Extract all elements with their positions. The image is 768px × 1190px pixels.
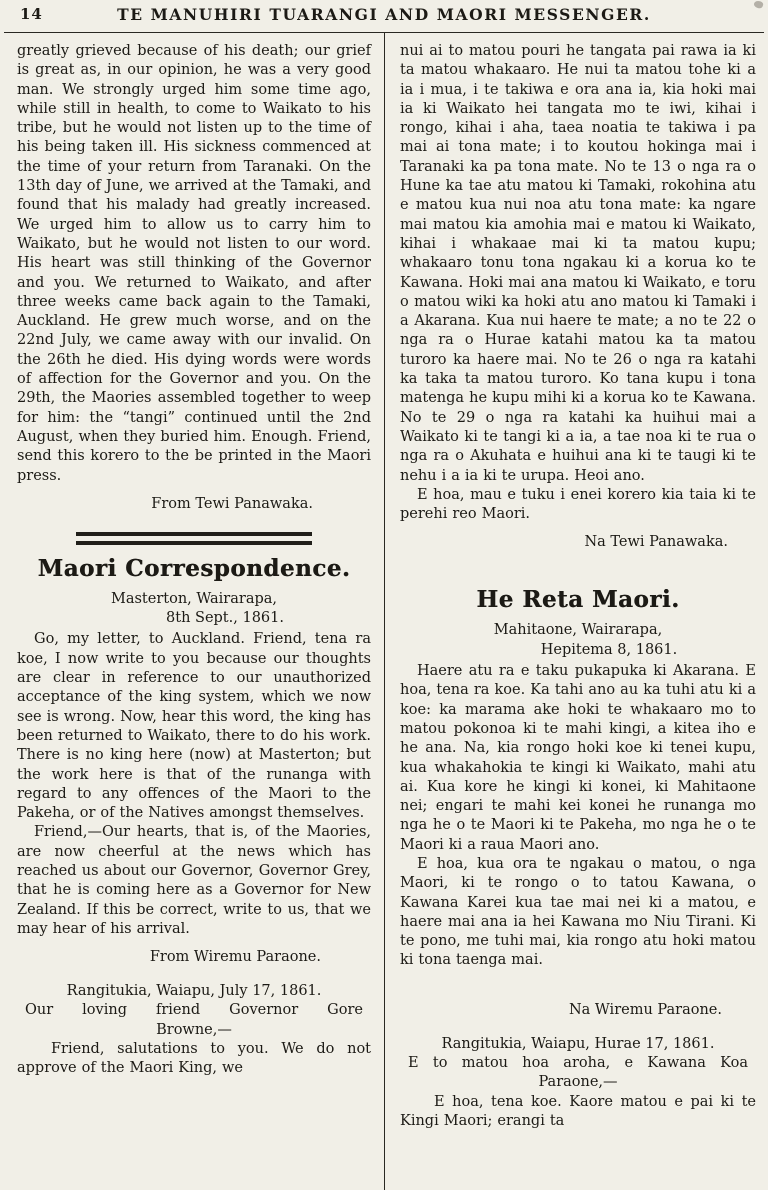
signature-tewi-panawaka-mi: Na Tewi Panawaka. — [584, 534, 728, 551]
article-paragraph: E hoa, tena koe. Kaore matou e pai ki te Kingi Maori; erangi ta — [400, 1093, 756, 1129]
signature-wiremu-paraone-en: From Wiremu Paraone. — [149, 949, 321, 966]
section-heading-english: Maori Correspondence. — [37, 554, 351, 582]
section-heading-maori: He Reta Maori. — [476, 586, 680, 614]
signature-wiremu-paraone-mi: Na Wiremu Paraone. — [568, 1001, 722, 1018]
article-paragraph: E hoa, mau e tuku i enei korero kia taia ki te perehi reo Maori. — [400, 486, 756, 523]
section-divider — [76, 532, 312, 545]
salutation-name-mi: Paraone,— — [538, 1074, 618, 1091]
article-continued-text-maori: nui ai to matou pouri he tangata pai rawa ia ki ta matou whakaaro. He nui ta matou tohe ki a ia i mua, i te takiwa e ora ana ia, kia hoki mai ia ki Waikato hei tangata mo te iwi, kihai i rongo, kihai i aha, taea noatia te takiwa i pa mai ai tona mate; i to koutou hokinga mai i Taranaki ka pa tona mate. No te 13 o nga ra o Hune ka tae atu matou ki Tamaki, rokohina atu e matou kua nui noa atu tona mate: ka ngare mai matou kia amohia mai e matou ki Waikato, kihai i whakaae mai ki ta matou kupu; whakaaro tonu tona ngakau ki a korua ko te Kawana. Hoki mai ana matou ki Waikato, e toru o matou wiki ka hoki atu ano matou ki Tamaki i a Akarana. Kua nui haere te mate; a no te 22 o nga ra o Hurae katahi matou ka ta matou turoro ka haere mai. No te 26 o nga ra katahi ka taka ta matou turoro. Ko tana kupu i tona matenga he kupu mihi ki a korua ko te Kawana. No te 29 o nga ra katahi ka huihui mai a Waikato ki te tangi ki a ia, a tae noa ki te rua o nga ra o Akuhata e huihui ana ki te taugi ki te nehu i a ia ki te urupa. Heoi ano. — [400, 43, 756, 484]
dateline-rangitukia-mi: Rangitukia, Waiapu, Hurae 17, 1861. — [441, 1035, 715, 1052]
right-column — [384, 33, 768, 1190]
dateline-date-mi: Hepitema 8, 1861. — [540, 641, 678, 658]
salutation-line-en: Our loving friend Governor Gore — [25, 1002, 363, 1019]
article-paragraph: Go, my letter, to Auckland. Friend, tena ra koe, I now write to you because our thoughts are clear in reference to our unauthorized acceptance of the king system, which we now see is wrong. Now, hear this word, the king has been returned to Waikato, there to do his work. There is no king here (now) at Masterton; but the work here is that of the runanga with regard to any offences of the Maori to the Pakeha, or of the Natives amongst themselves. — [17, 631, 371, 822]
dateline-place-mi: Mahitaone, Wairarapa, — [493, 622, 663, 639]
article-paragraph: Haere atu ra e taku pukapuka ki Akarana. E hoa, tena ra koe. Ka tahi ano au ka tuhi atu ki a koe: ka marama ake hoki te whakaaro mo to matou pokonoa ki te mahi kingi, a kitea iho e he ana. Na, kia rongo hoki koe ki tenei kupu, kua whakahokia te kingi ki Waikato, mahi atu ai. Kua kore he kingi ki konei, ki Mahitaone nei; engari te mahi kei konei he runanga mo nga he o te Maori ki te Pakeha, mo nga he o te Maori ki a raua Maori ano. — [400, 663, 756, 853]
divider-bar — [76, 532, 312, 536]
article-continued-text: greatly grieved because of his death; our grief is great as, in our opinion, he was a very good man. We strongly urged him some time ago, while still in health, to come to Waikato to his tribe, but he would not listen up to the time of his being taken ill. His sickness commenced at the time of your return from Taranaki. On the 13th day of June, we arrived at the Tamaki, and found that his malady had greatly increased. We urged him to allow us to carry him to Waikato, but he would not listen to our word. His heart was still thinking of the Governor and you. We returned to Waikato, and after three weeks came back again to the Tamaki, Auckland. He grew much worse, and on the 22nd July, we came away with our invalid. On the 26th he died. His dying words were words of affection for the Governor and you. On the 29th, the Maories assembled together to weep for him: the “tangi” continued until the 2nd August, when they buried him. Enough. Friend, send this korero to the be printed in the Maori press. — [17, 43, 371, 484]
signature-tewi-panawaka-en: From Tewi Panawaka. — [151, 495, 313, 512]
article-paragraph: Friend, salutations to you. We do not approve of the Maori King, we — [17, 1041, 371, 1077]
masthead — [0, 0, 768, 29]
page-title: TE MANUHIRI TUARANGI AND MAORI MESSENGER. — [117, 5, 651, 24]
salutation-line-mi: E to matou hoa aroha, e Kawana Koa — [408, 1055, 748, 1072]
dateline-place-en: Masterton, Wairarapa, — [111, 590, 277, 607]
page-number: 14 — [20, 5, 43, 23]
salutation-name-en: Browne,— — [156, 1021, 232, 1038]
divider-bar — [76, 541, 312, 545]
dateline-date-en: 8th Sept., 1861. — [166, 610, 284, 627]
article-paragraph: E hoa, kua ora te ngakau o matou, o nga Maori, ki te rongo o to tatou Kawana, o Kawana Karei kua tae mai nei ki a matou, e haere mai ana ia hei Kawana mo Niu Tirani. Ki te pono, me tuhi mai, kia rongo atu hoki matou ki tona taenga mai. — [400, 855, 756, 969]
left-column — [0, 33, 384, 1190]
article-paragraph: Friend,—Our hearts, that is, of the Maories, are now cheerful at the news which has reached us about our Governor, Governor Grey, that he is coming here as a Governor for New Zealand. If this be correct, write to us, that we may hear of his arrival. — [17, 824, 371, 937]
columns — [0, 33, 768, 1190]
dateline-rangitukia-en: Rangitukia, Waiapu, July 17, 1861. — [66, 983, 322, 1000]
